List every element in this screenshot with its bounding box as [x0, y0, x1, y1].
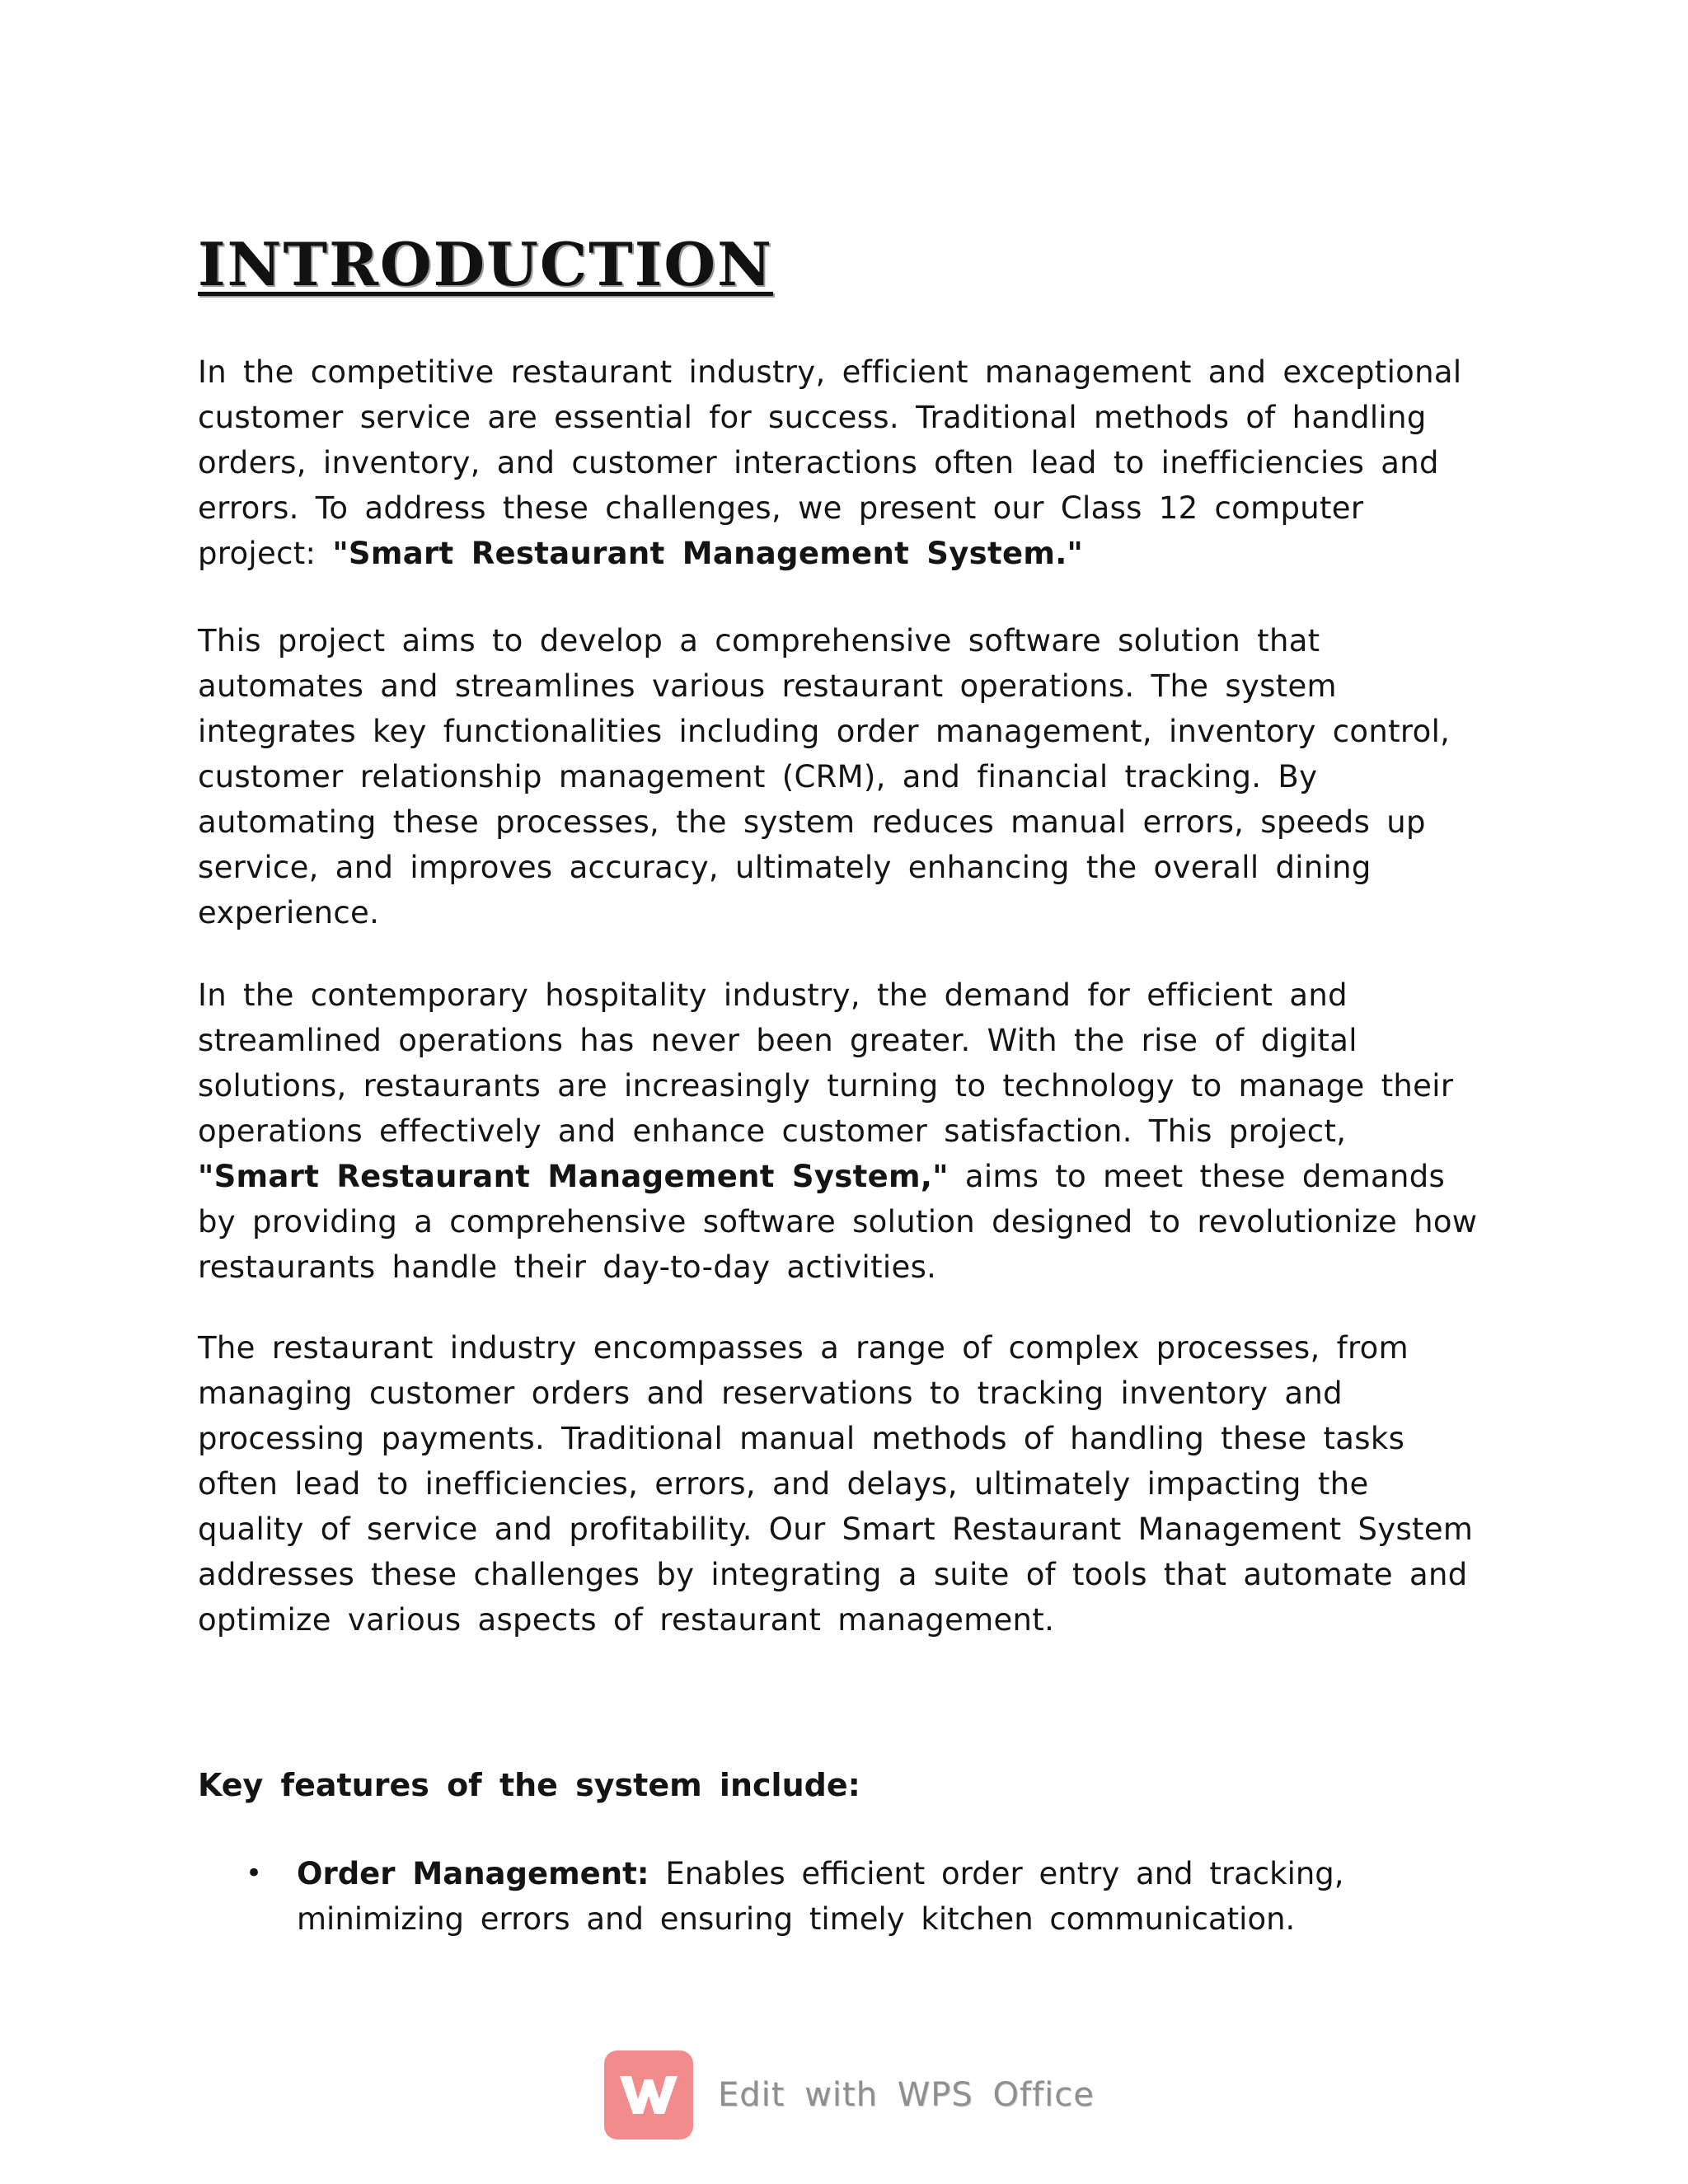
feature-list — [198, 1851, 1484, 1942]
intro-paragraph-3 — [198, 972, 1484, 1290]
intro-paragraph-2 — [198, 618, 1484, 935]
wps-logo-icon[interactable] — [604, 2050, 693, 2139]
page-title: INTRODUCTION — [198, 229, 773, 299]
feature-label: Order Management: — [297, 1856, 649, 1891]
edit-with-wps-link[interactable]: Edit with WPS Office — [718, 2076, 1095, 2114]
paragraph-text: In the competitive restaurant industry, efficient management and exceptional customer service are essential for success. Traditional methods of handling orders, inventory, and customer interactions often lead to inefficiencies and errors. To address these challenges, we present our Class 12 computer project: — [198, 354, 1462, 571]
intro-paragraph-1 — [198, 349, 1484, 576]
paragraph-text: In the contemporary hospitality industry, the demand for efficient and streamlined operations has never been greater. With the rise of digital solutions, restaurants are increasingly turning to technology to manage their operations effectively and enhance customer satisfaction. This project, — [198, 977, 1454, 1149]
wps-edit-banner[interactable] — [604, 2050, 1095, 2139]
features-heading: Key features of the system include: — [198, 1767, 860, 1803]
intro-paragraph-4 — [198, 1325, 1484, 1643]
feature-text: Enables efficient order entry and tracking, minimizing errors and ensuring timely kitchen communication. — [297, 1856, 1344, 1937]
paragraph-text: This project aims to develop a comprehensive software solution that automates and streamlines various restaurant operations. The system integrates key functionalities including order management, inventory control, customer relationship management (CRM), and financial tracking. By automating these processes, the system reduces manual errors, speeds up service, and improves accuracy, ultimately enhancing the overall dining experience. — [198, 623, 1451, 930]
project-name-bold: "Smart Restaurant Management System." — [332, 536, 1084, 571]
bullet-icon: • — [246, 1857, 263, 1890]
project-name-bold: "Smart Restaurant Management System," — [198, 1159, 949, 1194]
paragraph-text: aims to meet these demands by providing a comprehensive software solution designed to revolutionize how restaurants handle their day-to-day activities. — [198, 1159, 1478, 1285]
paragraph-text: The restaurant industry encompasses a range of complex processes, from managing customer orders and reservations to tracking inventory and processing payments. Traditional manual methods of handling these tasks often lead to inefficiencies, errors, and delays, ultimately impacting the quality of service and profitability. Our Smart Restaurant Management System addresses these challenges by integrating a suite of tools that automate and optimize various aspects of restaurant management. — [198, 1330, 1474, 1638]
list-item — [198, 1851, 1484, 1942]
